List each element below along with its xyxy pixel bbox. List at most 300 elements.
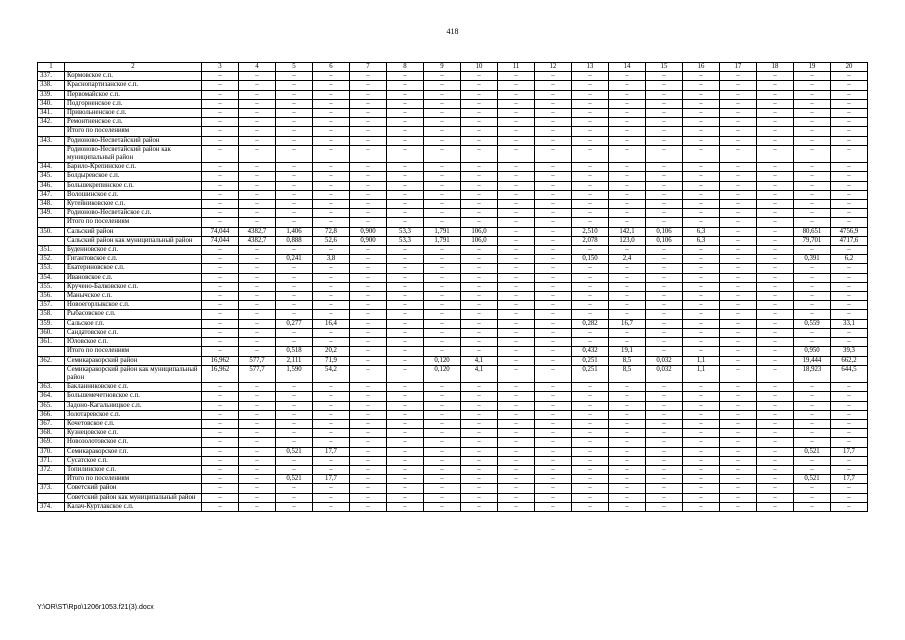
territory-name-cell: Семикаракорский район как муниципальный район	[65, 365, 202, 382]
value-cell: –	[498, 447, 535, 456]
territory-name-cell: Привольненское с.п.	[65, 109, 202, 118]
value-cell: –	[720, 236, 757, 245]
territory-name-cell: Топилинское с.п.	[65, 465, 202, 474]
value-cell: –	[350, 338, 387, 347]
value-cell: –	[276, 145, 313, 162]
value-cell: –	[239, 502, 276, 511]
value-cell: –	[535, 136, 572, 145]
value-cell: –	[720, 438, 757, 447]
value-cell: –	[757, 282, 794, 291]
value-cell: –	[831, 181, 868, 190]
value-cell: –	[313, 163, 350, 172]
value-cell: –	[276, 493, 313, 502]
value-cell: –	[794, 301, 831, 310]
value-cell: –	[683, 319, 720, 328]
value-cell: 1,590	[276, 365, 313, 382]
value-cell: –	[831, 438, 868, 447]
value-cell: –	[535, 227, 572, 236]
territory-name-cell: Родионово-Несветайское с.п.	[65, 209, 202, 218]
value-cell: –	[239, 301, 276, 310]
value-cell: –	[276, 99, 313, 108]
value-cell: –	[350, 328, 387, 337]
value-cell: –	[794, 401, 831, 410]
value-cell: –	[646, 246, 683, 255]
value-cell: 0,282	[572, 319, 609, 328]
value-cell: –	[683, 383, 720, 392]
value-cell: –	[757, 365, 794, 382]
value-cell: –	[794, 163, 831, 172]
value-cell: –	[424, 200, 461, 209]
value-cell: –	[202, 172, 239, 181]
value-cell: –	[535, 356, 572, 365]
value-cell: –	[313, 310, 350, 319]
table-row	[38, 310, 868, 319]
value-cell: –	[683, 255, 720, 264]
value-cell: –	[276, 172, 313, 181]
value-cell: 19,1	[609, 347, 646, 356]
table-row	[38, 118, 868, 127]
value-cell: 19,444	[794, 356, 831, 365]
value-cell: –	[276, 484, 313, 493]
value-cell: –	[239, 172, 276, 181]
value-cell: –	[424, 438, 461, 447]
value-cell: –	[646, 456, 683, 465]
value-cell: –	[202, 493, 239, 502]
value-cell: –	[683, 127, 720, 136]
value-cell: –	[757, 190, 794, 199]
value-cell: –	[350, 447, 387, 456]
row-number-cell	[38, 347, 65, 356]
value-cell: –	[720, 264, 757, 273]
value-cell: –	[683, 172, 720, 181]
value-cell: –	[387, 301, 424, 310]
value-cell: –	[239, 200, 276, 209]
value-cell: –	[202, 465, 239, 474]
value-cell: –	[350, 310, 387, 319]
value-cell: –	[461, 410, 498, 419]
value-cell: –	[535, 429, 572, 438]
value-cell: –	[498, 127, 535, 136]
value-cell: –	[350, 356, 387, 365]
value-cell: –	[350, 429, 387, 438]
value-cell: –	[461, 282, 498, 291]
table-row	[38, 136, 868, 145]
value-cell: –	[757, 99, 794, 108]
value-cell: –	[387, 273, 424, 282]
value-cell: –	[757, 209, 794, 218]
value-cell: –	[572, 493, 609, 502]
value-cell: –	[683, 475, 720, 484]
value-cell: –	[572, 328, 609, 337]
table-row	[38, 429, 868, 438]
value-cell: –	[498, 465, 535, 474]
value-cell: –	[202, 292, 239, 301]
value-cell: –	[794, 410, 831, 419]
value-cell: –	[572, 118, 609, 127]
value-cell: –	[609, 282, 646, 291]
value-cell: –	[387, 356, 424, 365]
value-cell: –	[387, 338, 424, 347]
value-cell: –	[461, 465, 498, 474]
value-cell: 71,9	[313, 356, 350, 365]
value-cell: –	[239, 484, 276, 493]
value-cell: –	[609, 456, 646, 465]
table-row	[38, 127, 868, 136]
value-cell: –	[387, 383, 424, 392]
value-cell: –	[683, 484, 720, 493]
table-row	[38, 292, 868, 301]
value-cell: –	[498, 310, 535, 319]
value-cell: –	[424, 145, 461, 162]
value-cell: –	[572, 338, 609, 347]
value-cell: –	[720, 90, 757, 99]
row-number-cell	[38, 218, 65, 227]
table-row	[38, 301, 868, 310]
value-cell: 2,111	[276, 356, 313, 365]
value-cell: –	[609, 338, 646, 347]
value-cell: –	[387, 328, 424, 337]
value-cell: 106,0	[461, 236, 498, 245]
value-cell: –	[609, 410, 646, 419]
value-cell: –	[535, 438, 572, 447]
value-cell: –	[572, 136, 609, 145]
value-cell: –	[757, 227, 794, 236]
value-cell: –	[646, 401, 683, 410]
value-cell: –	[239, 438, 276, 447]
territory-name-cell: Кочетовское с.п.	[65, 419, 202, 428]
value-cell: 8,5	[609, 365, 646, 382]
row-number-cell: 362.	[38, 356, 65, 365]
table-row	[38, 236, 868, 245]
value-cell: –	[646, 429, 683, 438]
value-cell: –	[831, 90, 868, 99]
value-cell: –	[757, 200, 794, 209]
value-cell: –	[535, 347, 572, 356]
value-cell: –	[535, 493, 572, 502]
value-cell: –	[683, 419, 720, 428]
value-cell: –	[498, 338, 535, 347]
value-cell: –	[757, 264, 794, 273]
value-cell: –	[831, 190, 868, 199]
value-cell: –	[720, 181, 757, 190]
value-cell: –	[498, 328, 535, 337]
value-cell: –	[535, 410, 572, 419]
table-row	[38, 410, 868, 419]
value-cell: –	[646, 163, 683, 172]
value-cell: –	[276, 310, 313, 319]
value-cell: –	[609, 190, 646, 199]
territory-name-cell: Итого по поселениям	[65, 127, 202, 136]
value-cell: –	[794, 218, 831, 227]
value-cell: 80,651	[794, 227, 831, 236]
value-cell: –	[350, 273, 387, 282]
value-cell: –	[350, 246, 387, 255]
table-row	[38, 200, 868, 209]
value-cell: –	[831, 200, 868, 209]
territory-name-cell: Родионово-Несветайский район как муниципальный район	[65, 145, 202, 162]
value-cell: –	[387, 438, 424, 447]
territory-name-cell: Екатериновское с.п.	[65, 264, 202, 273]
value-cell: –	[276, 81, 313, 90]
value-cell: –	[498, 99, 535, 108]
value-cell: –	[424, 447, 461, 456]
value-cell: –	[794, 282, 831, 291]
row-number-cell: 352.	[38, 255, 65, 264]
value-cell: –	[757, 356, 794, 365]
value-cell: –	[646, 118, 683, 127]
value-cell: –	[498, 401, 535, 410]
value-cell: –	[535, 190, 572, 199]
value-cell: 4717,6	[831, 236, 868, 245]
value-cell: –	[276, 127, 313, 136]
value-cell: –	[461, 99, 498, 108]
value-cell: –	[794, 419, 831, 428]
value-cell: –	[683, 392, 720, 401]
column-number-cell: 11	[498, 63, 535, 72]
value-cell: –	[720, 209, 757, 218]
value-cell: –	[794, 292, 831, 301]
value-cell: –	[831, 419, 868, 428]
value-cell: –	[276, 200, 313, 209]
row-number-cell	[38, 145, 65, 162]
column-number-cell: 16	[683, 63, 720, 72]
value-cell: –	[498, 438, 535, 447]
value-cell: –	[350, 292, 387, 301]
value-cell: –	[720, 475, 757, 484]
table-body	[38, 63, 868, 512]
territory-name-cell: Кутейниковское с.п.	[65, 200, 202, 209]
value-cell: –	[794, 72, 831, 81]
value-cell: –	[202, 163, 239, 172]
value-cell: –	[202, 282, 239, 291]
row-number-cell: 366.	[38, 410, 65, 419]
value-cell: –	[498, 209, 535, 218]
value-cell: 4756,9	[831, 227, 868, 236]
value-cell: 0,032	[646, 365, 683, 382]
value-cell: –	[794, 200, 831, 209]
value-cell: –	[498, 200, 535, 209]
value-cell: –	[609, 200, 646, 209]
value-cell: –	[646, 392, 683, 401]
value-cell: –	[720, 118, 757, 127]
value-cell: –	[461, 292, 498, 301]
value-cell: –	[202, 109, 239, 118]
value-cell: –	[202, 145, 239, 162]
value-cell: –	[350, 383, 387, 392]
value-cell: –	[424, 328, 461, 337]
value-cell: –	[572, 401, 609, 410]
value-cell: –	[535, 475, 572, 484]
value-cell: –	[720, 338, 757, 347]
value-cell: –	[572, 292, 609, 301]
value-cell: –	[424, 181, 461, 190]
value-cell: –	[794, 127, 831, 136]
territory-name-cell: Калач-Куртлакское с.п.	[65, 502, 202, 511]
value-cell: –	[498, 484, 535, 493]
territory-name-cell: Новозолотовское с.п.	[65, 438, 202, 447]
value-cell: –	[387, 264, 424, 273]
column-number-cell: 13	[572, 63, 609, 72]
value-cell: –	[757, 419, 794, 428]
value-cell: –	[498, 365, 535, 382]
value-cell: –	[794, 81, 831, 90]
value-cell: –	[646, 328, 683, 337]
value-cell: –	[794, 310, 831, 319]
value-cell: –	[572, 447, 609, 456]
value-cell: –	[646, 338, 683, 347]
value-cell: –	[498, 118, 535, 127]
value-cell: –	[757, 246, 794, 255]
value-cell: –	[387, 163, 424, 172]
value-cell: –	[498, 218, 535, 227]
row-number-cell: 364.	[38, 392, 65, 401]
value-cell: –	[424, 465, 461, 474]
value-cell: 4,1	[461, 356, 498, 365]
value-cell: –	[646, 218, 683, 227]
value-cell: –	[609, 419, 646, 428]
value-cell: –	[313, 181, 350, 190]
row-number-cell: 370.	[38, 447, 65, 456]
value-cell: –	[831, 127, 868, 136]
row-number-cell: 357.	[38, 301, 65, 310]
column-number-cell: 7	[350, 63, 387, 72]
value-cell: –	[239, 347, 276, 356]
value-cell: 1,1	[683, 365, 720, 382]
value-cell: –	[757, 118, 794, 127]
value-cell: –	[498, 319, 535, 328]
column-number-cell: 1	[38, 63, 65, 72]
value-cell: –	[535, 383, 572, 392]
value-cell: –	[276, 338, 313, 347]
value-cell: –	[683, 136, 720, 145]
territory-name-cell: Юловское с.п.	[65, 338, 202, 347]
value-cell: –	[794, 118, 831, 127]
value-cell: –	[461, 502, 498, 511]
table-row	[38, 475, 868, 484]
value-cell: –	[572, 246, 609, 255]
value-cell: –	[498, 347, 535, 356]
value-cell: –	[720, 447, 757, 456]
value-cell: –	[720, 227, 757, 236]
value-cell: –	[757, 181, 794, 190]
value-cell: –	[461, 475, 498, 484]
table-row	[38, 81, 868, 90]
table-row	[38, 338, 868, 347]
value-cell: –	[683, 493, 720, 502]
value-cell: –	[572, 410, 609, 419]
value-cell: –	[313, 246, 350, 255]
row-number-cell: 368.	[38, 429, 65, 438]
row-number-cell: 345.	[38, 172, 65, 181]
value-cell: –	[572, 383, 609, 392]
value-cell: –	[535, 109, 572, 118]
value-cell: 16,962	[202, 356, 239, 365]
value-cell: –	[424, 493, 461, 502]
value-cell: –	[202, 456, 239, 465]
value-cell: –	[350, 72, 387, 81]
value-cell: –	[424, 209, 461, 218]
value-cell: –	[609, 209, 646, 218]
row-number-cell: 338.	[38, 81, 65, 90]
value-cell: –	[720, 347, 757, 356]
value-cell: 1,406	[276, 227, 313, 236]
value-cell: –	[461, 392, 498, 401]
value-cell: –	[313, 81, 350, 90]
value-cell: –	[461, 136, 498, 145]
value-cell: –	[572, 109, 609, 118]
value-cell: –	[239, 319, 276, 328]
value-cell: –	[572, 127, 609, 136]
value-cell: –	[757, 338, 794, 347]
column-number-cell: 15	[646, 63, 683, 72]
row-number-cell: 367.	[38, 419, 65, 428]
value-cell: –	[646, 282, 683, 291]
value-cell: 0,120	[424, 356, 461, 365]
value-cell: –	[239, 209, 276, 218]
value-cell: –	[276, 465, 313, 474]
value-cell: –	[239, 419, 276, 428]
value-cell: –	[350, 81, 387, 90]
value-cell: –	[498, 475, 535, 484]
row-number-cell: 353.	[38, 264, 65, 273]
value-cell: –	[424, 429, 461, 438]
value-cell: –	[498, 419, 535, 428]
value-cell: –	[646, 172, 683, 181]
value-cell: –	[313, 90, 350, 99]
value-cell: –	[831, 338, 868, 347]
value-cell: –	[461, 145, 498, 162]
value-cell: –	[202, 181, 239, 190]
value-cell: 3,8	[313, 255, 350, 264]
value-cell: –	[720, 401, 757, 410]
value-cell: –	[387, 72, 424, 81]
value-cell: –	[794, 209, 831, 218]
row-number-cell	[38, 127, 65, 136]
value-cell: 0,032	[646, 356, 683, 365]
value-cell: –	[498, 72, 535, 81]
territory-name-cell: Рыбасовское с.п.	[65, 310, 202, 319]
value-cell: –	[535, 319, 572, 328]
value-cell: –	[313, 338, 350, 347]
value-cell: –	[387, 292, 424, 301]
value-cell: 16,4	[313, 319, 350, 328]
value-cell: –	[794, 456, 831, 465]
value-cell: –	[350, 90, 387, 99]
value-cell: –	[683, 292, 720, 301]
value-cell: –	[239, 81, 276, 90]
value-cell: –	[572, 81, 609, 90]
value-cell: –	[461, 246, 498, 255]
table-row	[38, 328, 868, 337]
value-cell: –	[720, 282, 757, 291]
value-cell: 6,3	[683, 236, 720, 245]
table-row	[38, 109, 868, 118]
value-cell: –	[424, 72, 461, 81]
value-cell: –	[461, 419, 498, 428]
value-cell: –	[794, 383, 831, 392]
value-cell: –	[313, 429, 350, 438]
value-cell: –	[424, 456, 461, 465]
value-cell: –	[424, 190, 461, 199]
value-cell: 0,251	[572, 356, 609, 365]
territory-name-cell: Манычское с.п.	[65, 292, 202, 301]
value-cell: –	[424, 301, 461, 310]
row-number-cell: 355.	[38, 282, 65, 291]
table-row	[38, 227, 868, 236]
value-cell: –	[757, 319, 794, 328]
value-cell: –	[313, 218, 350, 227]
value-cell: –	[239, 255, 276, 264]
